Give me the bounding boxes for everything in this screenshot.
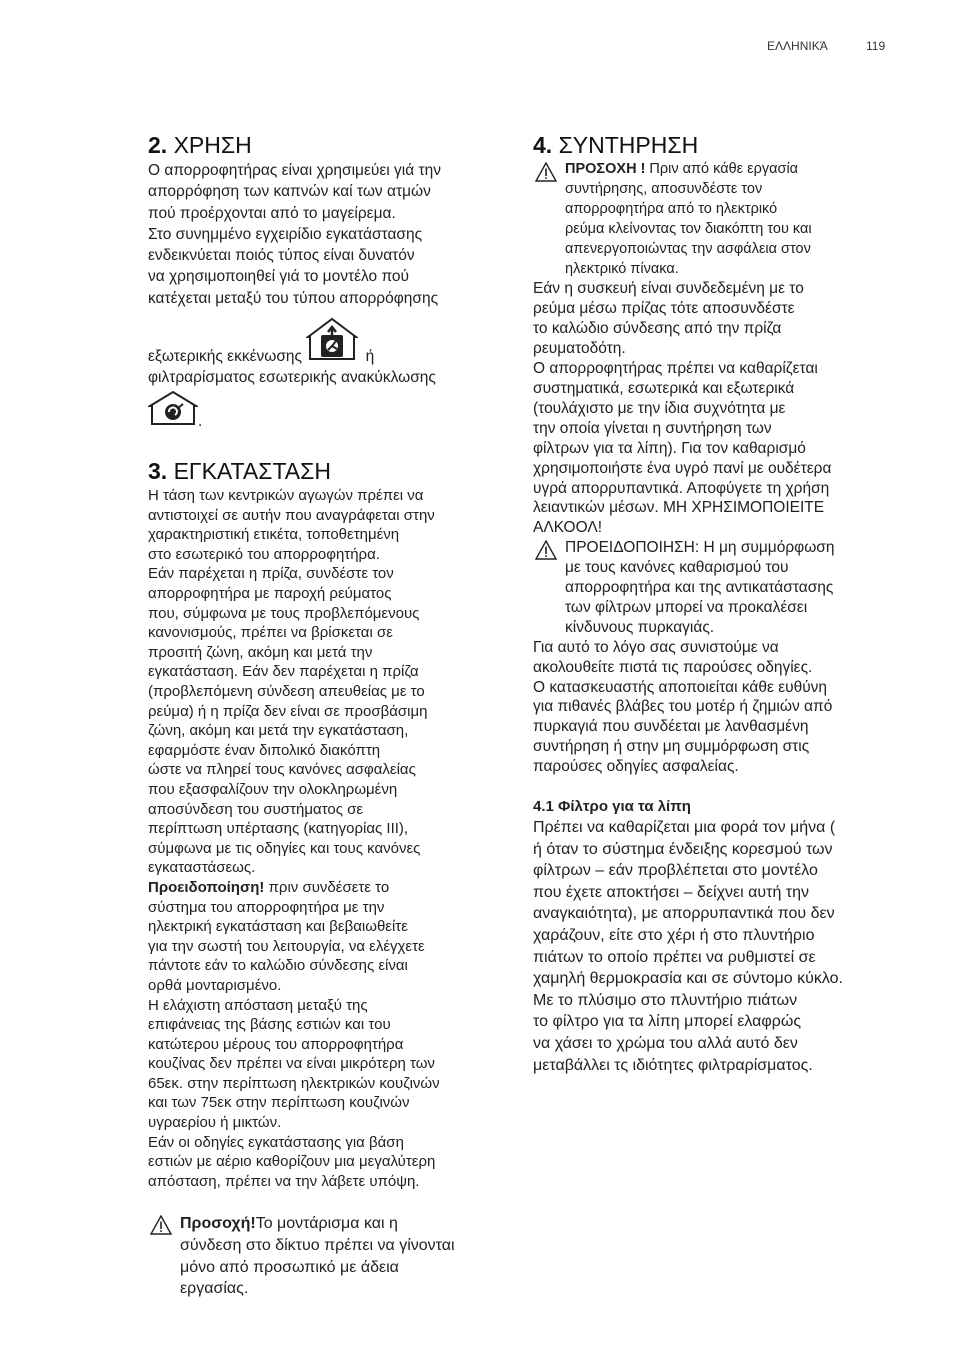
filter-label: φιλτραρίσματος εσωτερικής ανακύκλωσης bbox=[148, 369, 436, 387]
installation-text: Η τάση των κεντρικών αγωγών πρέπει να αντιστοιχεί σε αυτήν που αναγράφεται στην χαρακτηριστική ετικέτα, τοποθετημένη στο εσωτερικό του απορροφητήρα. Εάν παρέχεται η πρίζα, συνδέστε τον απορροφητήρα με παροχή ρεύματος που, σύμφωνα με τους προβλεπόμενους κανονισμούς, πρέπει να βρίσκεται σε προσιτή ζώνη, ακόμη και μετά την εγκατάσταση. Εάν δεν παρέχεται η πρίζα (προβλεπόμενη σύνδεση απευθείας με το ρεύμα) ή η πρίζα δεν είναι σε προσβάσιμη ζώνη, ακόμη και μετά την εγκατάσταση, εφαρμόστε έναν διπολικό διακόπτη ώστε να πληρεί τους κανόνες ασφαλείας που εξασφαλίζουν την ολοκληρωμένη αποσύνδεση του συστήματος σε περίπτωση υπέρτασης (κατηγορίας III), σύμφωνα με τις οδηγίες και τους κανόνες εγκαταστάσεως. bbox=[148, 487, 435, 877]
maintenance-caution-label: ΠΡΟΣΟΧΗ ! bbox=[565, 161, 646, 177]
warning-triangle-icon bbox=[535, 540, 557, 565]
filter-heading: 4.1 Φίλτρο για τα λίπη bbox=[533, 798, 691, 816]
installation-heading: 3. ΕΓΚΑΤΑΣΤΑΣΗ bbox=[148, 458, 331, 485]
installation-warning-text: πριν συνδέσετε το σύστημα του απορροφητήρα με την ηλεκτρική εγκατάσταση και βεβαιωθείτε για την σωστή του λειτουργία, να ελέγχετε πάντοτε εάν το καλώδιο σύνδεσης είναι ορθά μονταρισμένο. Η ελάχιστη απόσταση μεταξύ της επιφάνειας της βάσης εστιών και του κατώτερου μέρους του απορροφητήρα κουζίνας δεν πρέπει να είναι μικρότερη των 65εκ. στην περίπτωση ηλεκτρικών κουζινών και των 75εκ στην περίπτωση κουζινών υγραερίου ή μικτών. Εάν οι οδηγίες εγκατάστασης για βάση εστιών με αέριο καθορίζουν μια μεγαλύτερη απόσταση, πρέπει να την λάβετε υπόψη. bbox=[148, 878, 440, 1190]
maintenance-text: Εάν η συσκευή είναι συνδεδεμένη με το ρεύμα μέσω πρίζας τότε αποσυνδέστε το καλώδιο σύνδεσης από την πρίζα ρευματοδότη. Ο απορροφητήρας πρέπει να καθαρίζεται συστηματικά, εσωτερικά και εξωτερικά (τουλάχιστο με την ίδια συχνότητα με την οποία γίνεται η συντήρηση των φίλτρων για τα λίπη). Για τον καθαρισμό χρησιμοποιήστε ένα υγρό πανί με ουδέτερα υγρά απορρυπαντικά. Αποφύγετε τη χρήση λειαντικών μέσων. ΜΗ ΧΡΗΣΙΜΟΠΟΙΕΙΤΕ ΑΛΚΟΟΛ! bbox=[533, 280, 832, 537]
maintenance-caution-text: Πριν από κάθε εργασία συντήρησης, αποσυνδέστε τον απορροφητήρα από το ηλεκτρικό ρεύμα κλείνοντας τον διακόπτη του και απενεργοποιώντας την ασφάλεια στον ηλεκτρικό πίνακα. bbox=[565, 161, 812, 277]
left-column bbox=[148, 130, 508, 1300]
house-recirculation-icon bbox=[148, 390, 198, 432]
or-text: ή bbox=[365, 348, 375, 366]
maintenance-warning bbox=[533, 538, 893, 638]
usage-text: Ο απορροφητήρας είναι χρησιμεύει γιά την απορρόφηση των καπνών καί των ατμών πού προέρχονται από το μαγείρεμα. Στο συνημμένο εγχειρίδιο εγκατάστασης ενδεικνύεται ποιός τύπος είναι δυνατόν να χρησιμοποιηθεί γιά το μοντέλο πού κατέχεται μεταξύ του τύπου απορρόφησης bbox=[148, 162, 441, 307]
period: . bbox=[198, 413, 203, 431]
maintenance-text-2: Για αυτό το λόγο σας συνιστούμε να ακολουθείτε πιστά τις παρούσες οδηγίες. Ο κατασκευαστής αποποιείται κάθε ευθύνη για πιθανές βλάβες του μοτέρ ή ζημιών από πυρκαγιά που συνδέεται με λανθασμένη συντήρηση ή στην μη συμμόρφωση στις παρούσες οδηγίες ασφαλείας. bbox=[533, 638, 833, 776]
page-number: 119 bbox=[866, 39, 886, 53]
external-exhaust-label: εξωτερικής εκκένωσης bbox=[148, 348, 303, 366]
installation-warning bbox=[148, 878, 508, 1192]
installation-caution-text: Το μοντάρισμα και η σύνδεση στο δίκτυο πρέπει να γίνονται μόνο από προσωπικό με άδεια εργασίας. bbox=[180, 1215, 455, 1298]
warning-triangle-icon bbox=[535, 162, 557, 187]
maintenance-heading: 4. ΣΥΝΤΗΡΗΣΗ bbox=[533, 132, 699, 158]
recirculation-line bbox=[148, 390, 508, 432]
usage-heading: 2. ΧΡΗΣΗ bbox=[148, 132, 252, 158]
maintenance-caution bbox=[533, 160, 893, 279]
external-exhaust-line bbox=[148, 317, 508, 367]
section-installation bbox=[148, 456, 508, 1300]
warning-triangle-icon bbox=[150, 1215, 172, 1240]
section-usage bbox=[148, 130, 508, 432]
house-external-exhaust-icon bbox=[306, 317, 358, 367]
installation-caution-label: Προσοχή! bbox=[180, 1215, 256, 1233]
installation-warning-label: Προειδοποίηση! bbox=[148, 878, 265, 896]
maintenance-warning-text: ΠΡΟΕΙΔΟΠΟΙΗΣΗ: Η μη συμμόρφωση με τους κανόνες καθαρισμού του απορροφητήρα και της αντικατάστασης των φίλτρων μπορεί να προκαλέσει κίνδυνους πυρκαγιάς. bbox=[565, 539, 835, 636]
filter-text: Πρέπει να καθαρίζεται μια φορά τον μήνα ( ή όταν το σύστημα ένδειξης κορεσμού των φίλτρων – εάν προβλέπεται στο μοντέλο που έχετε αποκτήσει – δείχνει αυτή την αναγκαιότητα), με απορρυπαντικά που δεν χαράζουν, είτε στο χέρι ή στο πλυντήριο πιάτων το οποίο πρέπει να ρυθμιστεί σε χαμηλή θερμοκρασία και σε σύντομο κύκλο. Με το πλύσιμο στο πλυντήριο πιάτων το φίλτρο για τα λίπη μπορεί ελαφρώς να χάσει το χρώμα του αλλά αυτό δεν μεταβάλλει τς ιδιότητες φιλτραρίσματος. bbox=[533, 819, 843, 1074]
header-language: ΕΛΛΗΝΙΚΆ bbox=[767, 39, 828, 53]
right-column bbox=[533, 130, 893, 1076]
installation-caution bbox=[148, 1213, 508, 1299]
